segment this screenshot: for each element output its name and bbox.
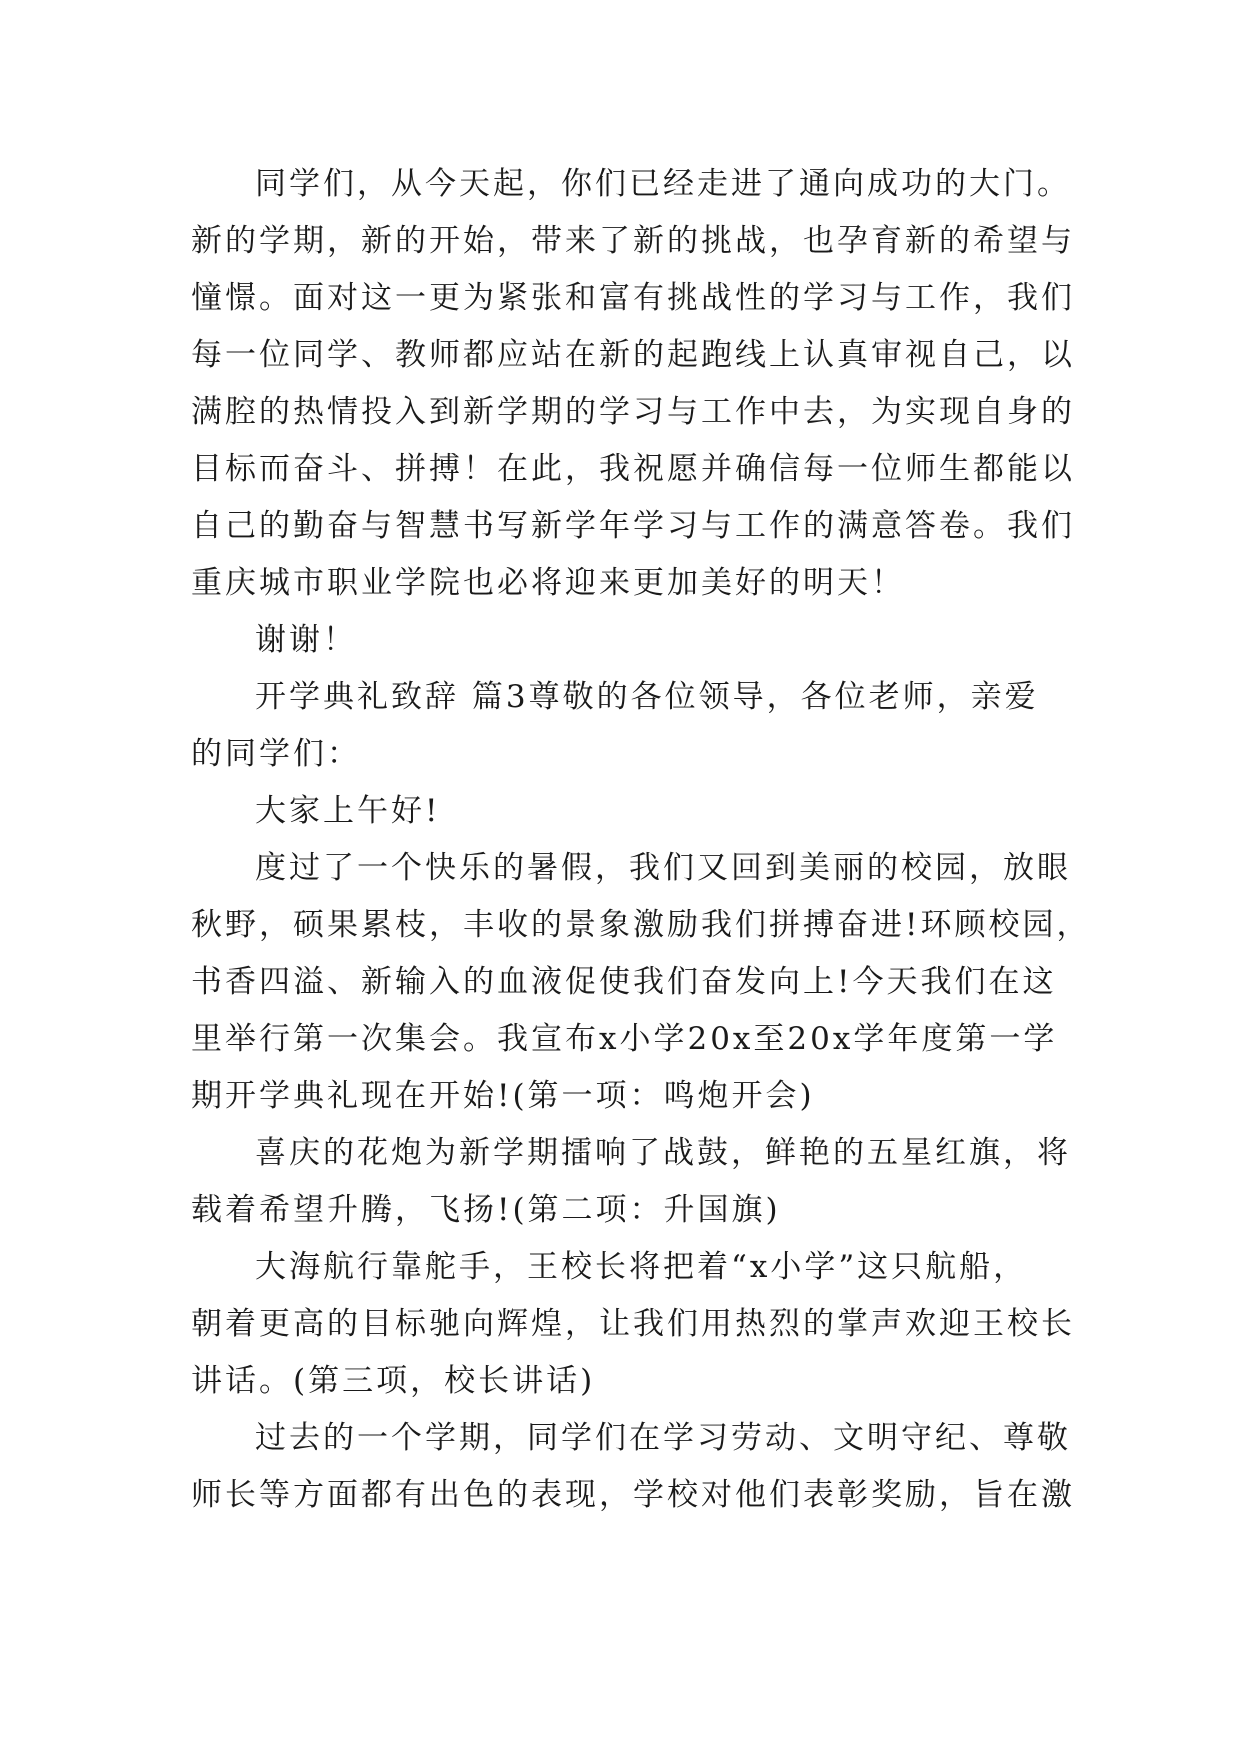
text-line: 同学们，从今天起，你们已经走进了通向成功的大门。 — [255, 166, 1071, 202]
text-line: 载着希望升腾，飞扬!(第二项：升国旗) — [191, 1192, 781, 1228]
text-line: 的同学们： — [191, 736, 361, 772]
document-body — [191, 156, 1091, 1524]
text-line: 满腔的热情投入到新学期的学习与工作中去，为实现自身的 — [191, 394, 1075, 430]
text-line: 书香四溢、新输入的血液促使我们奋发向上!今天我们在这 — [191, 964, 1057, 1000]
text-line: 开学典礼致辞 篇3尊敬的各位领导，各位老师，亲爱 — [255, 679, 1039, 715]
text-line: 讲话。(第三项，校长讲话) — [191, 1363, 596, 1399]
text-line: 期开学典礼现在开始!(第一项：鸣炮开会) — [191, 1078, 815, 1114]
text-line: 秋野，硕果累枝，丰收的景象激励我们拼搏奋进!环顾校园， — [191, 907, 1091, 943]
text-line: 谢谢！ — [255, 622, 357, 658]
text-line: 喜庆的花炮为新学期擂响了战鼓，鲜艳的五星红旗，将 — [255, 1135, 1071, 1171]
text-line: 里举行第一次集会。我宣布x小学20x至20x学年度第一学 — [191, 1021, 1058, 1057]
text-line: 每一位同学、教师都应站在新的起跑线上认真审视自己，以 — [191, 337, 1075, 373]
text-line: 过去的一个学期，同学们在学习劳动、文明守纪、尊敬 — [255, 1420, 1071, 1456]
text-line: 朝着更高的目标驰向辉煌，让我们用热烈的掌声欢迎王校长 — [191, 1306, 1075, 1342]
text-line: 度过了一个快乐的暑假，我们又回到美丽的校园，放眼 — [255, 850, 1071, 886]
text-line: 憧憬。面对这一更为紧张和富有挑战性的学习与工作，我们 — [191, 280, 1075, 316]
text-line: 目标而奋斗、拼搏！在此，我祝愿并确信每一位师生都能以 — [191, 451, 1075, 487]
text-line: 自己的勤奋与智慧书写新学年学习与工作的满意答卷。我们 — [191, 508, 1075, 544]
text-line: 大家上午好! — [255, 793, 441, 829]
text-line: 新的学期，新的开始，带来了新的挑战，也孕育新的希望与 — [191, 223, 1075, 259]
text-line: 重庆城市职业学院也必将迎来更加美好的明天！ — [191, 565, 905, 601]
text-line: 师长等方面都有出色的表现，学校对他们表彰奖励，旨在激 — [191, 1477, 1075, 1513]
text-line: 大海航行靠舵手，王校长将把着“x小学”这只航船， — [255, 1249, 1028, 1285]
